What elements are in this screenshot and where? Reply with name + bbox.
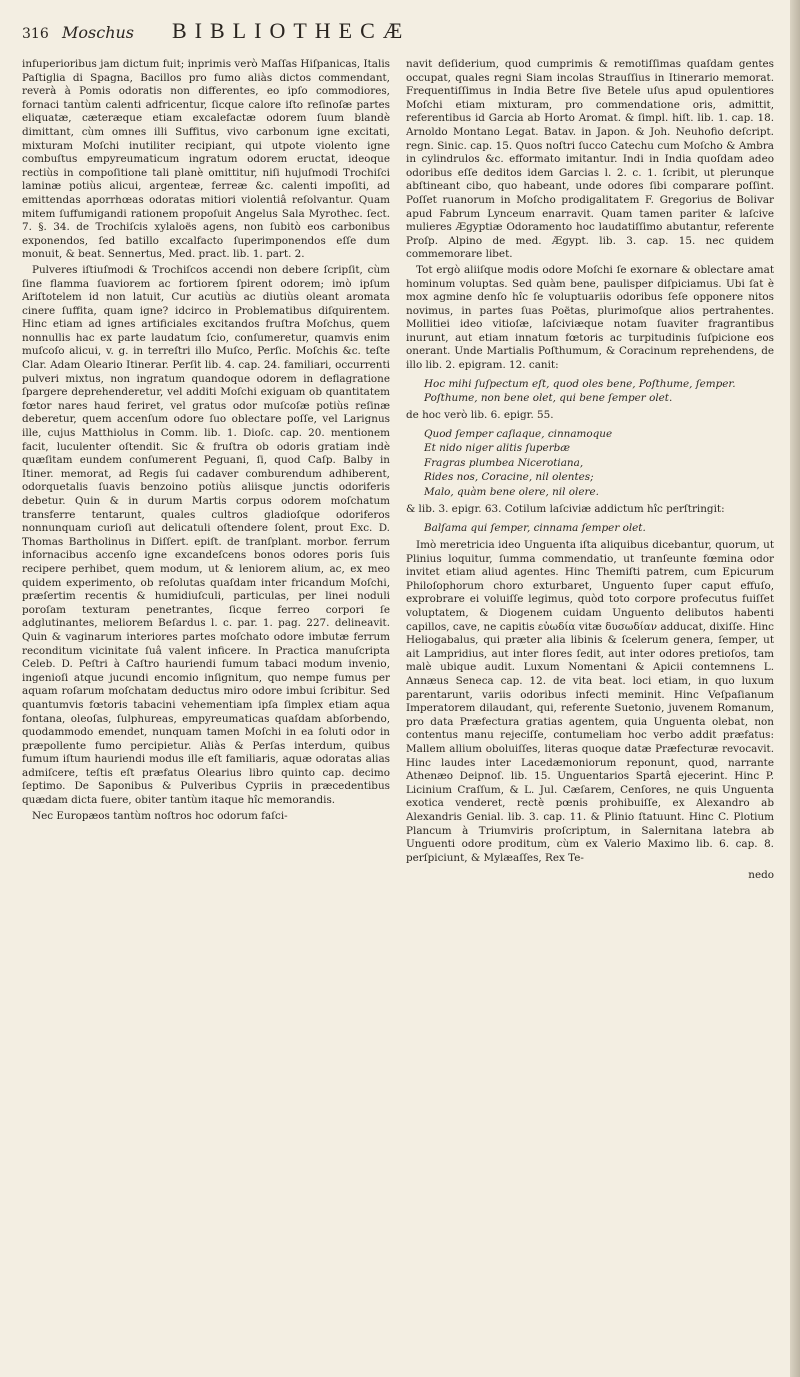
text-columns: [22, 58, 774, 883]
verse-line: Et nido niger alitis ſuperbæ: [424, 442, 571, 455]
running-word: Moschus: [62, 23, 135, 42]
verse-line: Poſthume, non bene olet, qui bene ſemper olet.: [424, 392, 673, 405]
right-column: [406, 58, 774, 883]
verse-line: Balſama qui ſemper, cinnama ſemper olet.: [424, 521, 646, 534]
right-paragraph: navit deſiderium, quod cumprimis & remotiſſimas quaſdam gentes occupat, quales regni Siam incolas Strauſſius in Itinerario memorat. Frequentiſſimus in India Betre ſive Betele uſus apud opulentiores Moſchi etiam mixturam, pro commendatione oris, admittit, referentibus id Garcia ab Horto Aromat. & ſimpl. hiſt. lib. 1. cap. 18. Arnoldo Montano Legat. Batav. in Japon. & Joh. Neuhofio deſcript. regn. Sinic. cap. 15. Quos noſtri ſucco Catechu cum Moſcho & Ambra in cylindrulos &c. efformato imitantur. Indi in India quoſdam adeo odoribus eſſe deditos idem Garcias l. 2. c. 1. ſcribit, ut plerunque abſtineant cibo, quo habeant, unde odores ſibi comparare poſſint. Poſſet ruanorum in Moſcho prodigalitatem F. Gregorius de Bolivar apud Fabrum Lynceum enarravit. Quam tamen pariter & laſcive mulieres Ægyptiæ Odoramento hoc laudatiſſimo abutantur, referente Proſp. Alpino de med. Ægypt. lib. 3. cap. 15. nec quidem commemorare libet.: [406, 58, 774, 261]
verse-quote: [424, 521, 774, 535]
page-edge-binding: [790, 0, 800, 1377]
right-paragraph: Tot ergò aliiſque modis odore Moſchi ſe exornare & oblectare amat hominum voluptas. Sed quàm bene, paulisper diſpiciamus. Ubi ſat è mox agmine denſo hîc ſe voluptuariis odoribus ſeſe opponere nitos novimus, in partes ſuas Poëtas, plurimoſque alios pertrahentes. Mollitiei ideo vitioſæ, laſciviæque notam ſuaviter fragrantibus inurunt, aut etiam innatum fœtoris ac turpitudinis ſuſpicione eos onerant. Unde Martialis Poſthumum, & Coracinum reprehendens, de illo lib. 2. epigram. 12. canit:: [406, 263, 774, 372]
verse-line: Quod ſemper caſiaque, cinnamoque: [424, 428, 613, 441]
verse-line: Hoc mihi ſuſpectum eſt, quod oles bene, Poſthume, ſemper.: [424, 377, 736, 390]
left-paragraph: Pulveres iſtiuſmodi & Trochiſcos accendi non debere ſcripſit, cùm ſine flamma ſuaviorem ac fortiorem ſpirent odorem; imò ipſum Ariſtotelem id non latuit, Cur acutiùs ac diutiùs oleant aromata cinere ſuffita, quam igne? idcirco in Problematibus diſquirentem. Hinc etiam ad ignes artificiales excitandos fruſtra Moſchus, quem nonnullis hac ex parte laudatum ſcio, conſumeretur, quamvis enim muſcoſo alicui, v. g. in terreſtri illo Muſco, Perſic. Moſchis &c. teſte Clar. Adam Oleario Itinerar. Perſit lib. 4. cap. 24. familiari, occurrenti pulveri mixtus, non ingratum quandoque odorem in deflagratione ſpargere deprehenderetur, vel additi Moſchi exiguam ob quantitatem fœtor nares haud feriret, vel gratus odor muſcoſæ potiùs reſinæ deberetur, quem accenſum odore ſuo oblectare poſſe, vel Larignus ille, cujus Matthiolus in Comm. lib. 1. Dioſc. cap. 20. mentionem facit, luculenter oſtendit. Sic & fruſtra ob odoris gratiam indè quæſitam eundem conſumerent Peguani, ſi, quod Caſp. Balby in Itiner. memorat, ad Regis ſui cadaver comburendum adhiberent, odorquetalis ſuavis benzoino potiùs aliisque junctis odoriferis debetur. Quin & in durum Martis corpus odorem moſchatum transferre tentarunt, quales cultros gladioſque odoriferos nonnunquam curioſi aut delicatuli oſtendere ſolent, prout Exc. D. Thomas Bartholinus in Diſſert. epiſt. de tranſplant. morbor. ferrum infornacibus accenſo igne excandeſcens bonos odores poris ſuis recipere perhibet, quem modum, ut & leniorem alium, ac, ex meo quidem experimento, ob reſolutas quaſdam inter fricandum Moſchi, præſertim recentis & humidiuſculi, particulas, per linei noduli poroſam texturam penetrantes, ſicque ferreo corpori ſe adglutinantes, meliorem Beſardus l. c. par. 1. pag. 227. delineavit. Quin & vaginarum interiores partes moſchato odore imbutæ ferrum reconditum vicinitate ſuâ valent inficere. In Practica manuſcripta Celeb. D. Peſtri à Caſtro hauriendi fumum tabaci modum invenio, ingenioſi atque jucundi encomio inſignitum, quo nempe fumus per aquam roſarum moſchatam deductus miro odore imbui ſcribitur. Sed quantumvis fœtoris tabacini vehementiam ipſa ſimplex etiam aqua fontana, oleoſas, ſulphureas, empyreumaticas quaſdam abſorbendo, quodammodo emendet, nunquam tamen Moſchi in ea ſoluti odor in præpollente fumo percipietur. Aliàs & Perſas interdum, quibus fumum iſtum hauriendi modus ille eſt familiaris, aquæ odoratas alias admiſcere, teſtis eſt præfatus Olearius libro quinto cap. decimo ſeptimo. De Saponibus & Pulveribus Cypriis in præcedentibus quædam dicta fuere, obiter tantùm itaque hîc memorandis.: [22, 263, 390, 807]
left-column: [22, 58, 390, 883]
verse-line: Rides nos, Coracine, nil olentes;: [424, 471, 594, 484]
verse-quote: [424, 377, 774, 406]
running-title: BIBLIOTHECÆ: [172, 18, 411, 43]
left-paragraph: infuperioribus jam dictum fuit; inprimis verò Maſſas Hiſpanicas, Italis Paſtiglia di Spagna, Bacillos pro fumo aliàs dictos commendant, reverà à Pomis odoratis non differentes, eo ipſo commodiores, fornaci tantùm calenti adfricentur, ſicque calore iſto reſinoſæ partes eliquatæ, cæteræque etiam excalefactæ odorem ſuum blandè dimittant, cùm omnes illi Suffitus, vivo carbonum igne excitati, mixturam Moſchi inutiliter recipiant, qui utpote violento igne combuſtus empyreumaticum ingratum odorem eructat, ideoque rectiùs in compoſitione tali planè omittitur, niſi hujuſmodi Trochiſci laminæ potiùs alicui, argenteæ, ferreæ &c. calenti impoſiti, ad emittendas aporrhœas odoratas mitiori violentiâ reſolvantur. Quam mitem ſuffumigandi rationem propoſuit Angelus Sala Myrothec. ſect. 7. §. 34. de Trochiſcis xylaloës agens, non ſubitò eos carbonibus exponendos, ſed batillo excalfacto ſuperimponendos eſſe dum monuit, & beat. Sennertus, Med. pract. lib. 1. part. 2.: [22, 58, 390, 261]
right-paragraph: Imò meretricia ideo Unguenta iſta aliquibus dicebantur, quorum, ut Plinius loquitur, ſumma commendatio, ut tranſeunte fœmina odor invitet etiam aliud agentes. Hinc Themiſti patrem, cum Epicurum Philoſophorum choro exturbaret, Unguento ſuper caput effuſo, exprobrare ei voluiſſe legimus, quòd toto corpore profecutus fuiſſet voluptatem, & Diogenem cuidam Unguento delibutos habenti capillos, cave, ne capitis εὐωδία vitæ δυσωδίαν adducat, dixiſſe. Hinc Heliogabalus, qui præter alia libinis & ſcelerum genera, ſemper, ut ait Lampridius, aut inter flores ſedit, aut inter odores pretioſos, tam malè ubique audit. Luxum Nomentani & Apicii contemnens L. Annæus Seneca cap. 12. de vita beat. loci etiam, in quo luxum parentarunt, variis odoribus infecti meminit. Hinc Veſpaſianum Imperatorem dilaudant, qui, referente Suetonio, juvenem Romanum, pro data Præfectura gratias agentem, quia Unguenta olebat, non contentus manu rejeciſſe, contumeliam hoc verbo addit præfatus: Mallem allium oboluiſſes, literas quoque datæ Præfecturæ revocavit. Hinc laudes inter Lacedæmoniorum reponunt, quod, narrante Athenæo Deipnoſ. lib. 15. Unguentarios Spartâ ejecerint. Hinc P. Licinium Craſſum, & L. Jul. Cæſarem, Cenſores, ne quis Unguenta exotica venderet, rectè pœnis prohibuiſſe, ex Alexandro ab Alexandris Genial. lib. 3. cap. 11. & Plinio ſtatuunt. Hinc C. Plotium Plancum à Triumviris proſcriptum, in Salernitana latebra ab Unguenti odore proditum, cùm ex Valerio Maximo lib. 6. cap. 8. perſpiciunt, & Mylæaſſes, Rex Te-: [406, 539, 774, 864]
verse-quote: [424, 427, 774, 499]
verse-line: Fragras plumbea Nicerotiana,: [424, 456, 584, 469]
right-paragraph: de hoc verò lib. 6. epigr. 55.: [406, 409, 554, 422]
page-number: 316: [22, 26, 49, 42]
left-paragraph: Nec Europæos tantùm noſtros hoc odorum faſci-: [32, 809, 288, 822]
verse-line: Malo, quàm bene olere, nil olere.: [424, 485, 599, 498]
catchword: nedo: [748, 869, 774, 882]
page-header: [22, 18, 774, 52]
right-paragraph: & lib. 3. epigr. 63. Cotilum laſciviæ addictum hîc perſtringit:: [406, 503, 725, 516]
